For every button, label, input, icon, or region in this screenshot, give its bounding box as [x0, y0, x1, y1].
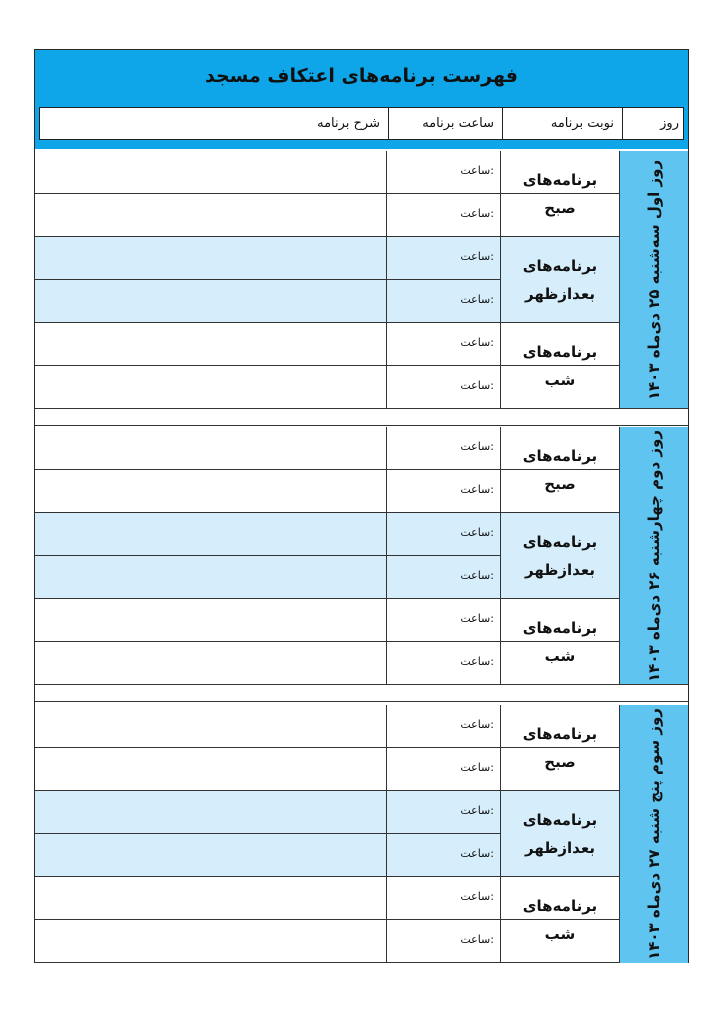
time-label: ساعت: [460, 250, 494, 263]
slot-cell [501, 791, 620, 877]
slot-title: برنامه‌های [522, 810, 598, 829]
slot-period: شب [544, 370, 576, 389]
desc-cell[interactable] [35, 427, 387, 469]
time-label: ساعت: [460, 379, 494, 392]
header-time: ساعت برنامه [388, 108, 502, 139]
slot-period: صبح [544, 474, 576, 493]
time-label: ساعت: [460, 293, 494, 306]
desc-cell[interactable] [35, 470, 387, 512]
day-block [35, 151, 688, 409]
time-cell[interactable] [387, 920, 501, 962]
day-separator [35, 408, 688, 426]
time-label: ساعت: [460, 483, 494, 496]
slot-title: برنامه‌های [522, 170, 598, 189]
time-label: ساعت: [460, 207, 494, 220]
slot-period: صبح [544, 198, 576, 217]
slot-period: شب [544, 924, 576, 943]
day-block [35, 427, 688, 685]
slot-cell [501, 151, 620, 237]
slot-cell [501, 599, 620, 685]
desc-cell[interactable] [35, 513, 387, 555]
desc-cell[interactable] [35, 834, 387, 876]
time-cell[interactable] [387, 427, 501, 469]
day-label: روز اول سه‌شنبه ۲۵ دی‌ماه ۱۴۰۳ [645, 159, 663, 401]
schedule-table [34, 49, 689, 963]
desc-cell[interactable] [35, 705, 387, 747]
header-slot: نوبت برنامه [502, 108, 622, 139]
slot-period: شب [544, 646, 576, 665]
time-label: ساعت: [460, 569, 494, 582]
day-label-cell [620, 427, 688, 685]
time-label: ساعت: [460, 804, 494, 817]
desc-cell[interactable] [35, 791, 387, 833]
time-cell[interactable] [387, 556, 501, 598]
header-day: روز [622, 108, 687, 139]
desc-cell[interactable] [35, 151, 387, 193]
time-cell[interactable] [387, 366, 501, 408]
header-strip [35, 102, 688, 149]
desc-cell[interactable] [35, 366, 387, 408]
day-label-cell [620, 705, 688, 963]
time-label: ساعت: [460, 164, 494, 177]
time-label: ساعت: [460, 890, 494, 903]
day-separator [35, 684, 688, 702]
time-cell[interactable] [387, 280, 501, 322]
slot-cell [501, 705, 620, 791]
time-cell[interactable] [387, 237, 501, 279]
time-cell[interactable] [387, 877, 501, 919]
header-row [39, 107, 684, 140]
desc-cell[interactable] [35, 599, 387, 641]
slot-title: برنامه‌های [522, 618, 598, 637]
day-label-cell [620, 151, 688, 409]
slot-period: صبح [544, 752, 576, 771]
time-cell[interactable] [387, 323, 501, 365]
time-label: ساعت: [460, 718, 494, 731]
slot-title: برنامه‌های [522, 724, 598, 743]
time-label: ساعت: [460, 655, 494, 668]
time-label: ساعت: [460, 847, 494, 860]
slot-title: برنامه‌های [522, 896, 598, 915]
time-label: ساعت: [460, 612, 494, 625]
slot-cell [501, 323, 620, 409]
header-desc: شرح برنامه [317, 116, 380, 131]
desc-cell[interactable] [35, 237, 387, 279]
desc-cell[interactable] [35, 877, 387, 919]
time-label: ساعت: [460, 440, 494, 453]
time-cell[interactable] [387, 705, 501, 747]
slot-cell [501, 427, 620, 513]
slot-cell [501, 513, 620, 599]
time-cell[interactable] [387, 151, 501, 193]
time-cell[interactable] [387, 599, 501, 641]
time-cell[interactable] [387, 470, 501, 512]
slot-title: برنامه‌های [522, 532, 598, 551]
page-title: فهرست برنامه‌های اعتکاف مسجد [35, 50, 688, 102]
day-label: روز دوم چهارشنبه ۲۶ دی‌ماه ۱۴۰۳ [645, 430, 663, 682]
slot-title: برنامه‌های [522, 446, 598, 465]
day-block [35, 705, 688, 963]
slot-cell [501, 877, 620, 963]
time-cell[interactable] [387, 642, 501, 684]
desc-cell[interactable] [35, 920, 387, 962]
desc-cell[interactable] [35, 642, 387, 684]
time-label: ساعت: [460, 933, 494, 946]
desc-cell[interactable] [35, 323, 387, 365]
time-cell[interactable] [387, 834, 501, 876]
slot-period: بعدازظهر [525, 838, 595, 857]
time-label: ساعت: [460, 761, 494, 774]
desc-cell[interactable] [35, 194, 387, 236]
slot-period: بعدازظهر [525, 284, 595, 303]
desc-cell[interactable] [35, 280, 387, 322]
slot-cell [501, 237, 620, 323]
time-cell[interactable] [387, 791, 501, 833]
slot-period: بعدازظهر [525, 560, 595, 579]
time-cell[interactable] [387, 513, 501, 555]
slot-title: برنامه‌های [522, 342, 598, 361]
time-label: ساعت: [460, 526, 494, 539]
time-cell[interactable] [387, 748, 501, 790]
desc-cell[interactable] [35, 748, 387, 790]
time-cell[interactable] [387, 194, 501, 236]
desc-cell[interactable] [35, 556, 387, 598]
slot-title: برنامه‌های [522, 256, 598, 275]
time-label: ساعت: [460, 336, 494, 349]
day-label: روز سوم پنج شنبه ۲۷ دی‌ماه ۱۴۰۳ [645, 708, 663, 960]
